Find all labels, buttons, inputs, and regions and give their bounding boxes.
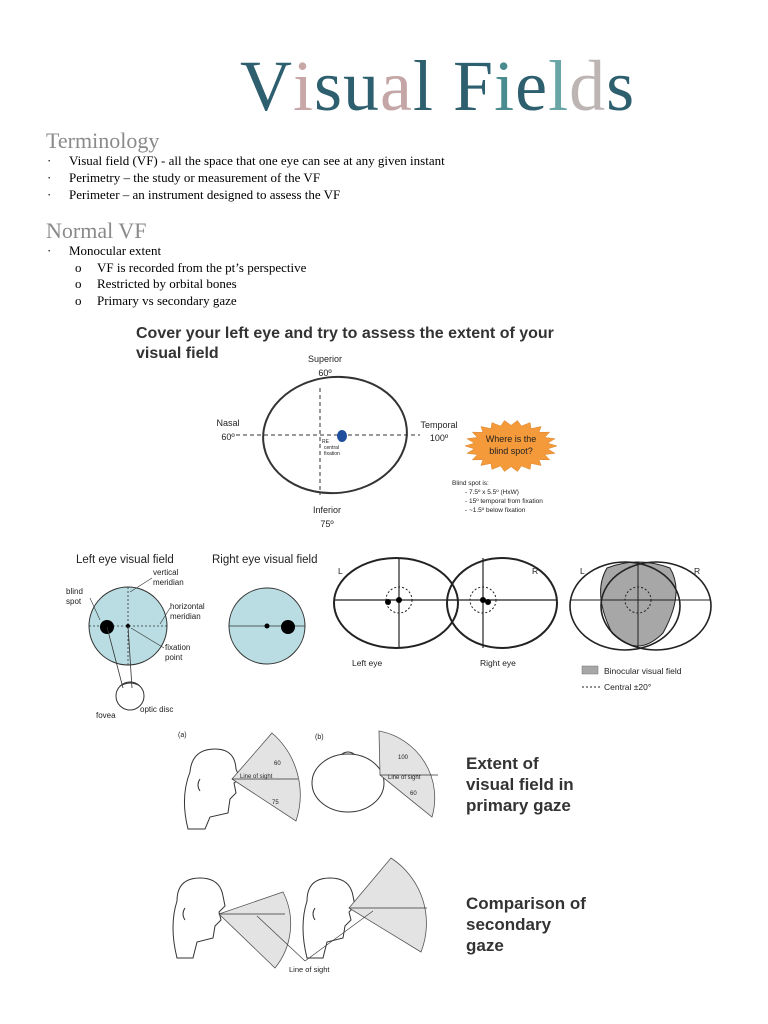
- fan-b-upper-value: 100: [398, 755, 409, 761]
- secondary-gaze-caption-line-2: secondary: [466, 915, 552, 934]
- nasal-label: Nasal: [216, 418, 240, 428]
- burst-text-line-2: blind spot?: [489, 446, 533, 456]
- title-letter: s: [314, 46, 344, 126]
- bullet-text: Monocular extent: [69, 243, 162, 258]
- visual-field-fan-b: [379, 731, 435, 817]
- bullet-text: Visual field (VF) - all the space that one eye can see at any given instant: [69, 153, 445, 168]
- right-eye-ellipse: [447, 558, 557, 648]
- normal-vf-sub-bullet-3: [75, 293, 237, 309]
- terminology-bullet-1: [47, 153, 445, 169]
- fan-b-line-of-sight: Line of sight: [388, 775, 421, 781]
- right-eye-blind-spot: [485, 599, 491, 605]
- spot-label: spot: [66, 597, 82, 606]
- terminology-bullet-2: [47, 170, 321, 186]
- burst-text-line-1: Where is the: [485, 434, 537, 444]
- center-label-fixation: fixation: [324, 451, 340, 457]
- blind-spot-note-1: - 7.5º x 5.5º (HxW): [465, 489, 519, 496]
- optic-disc-label: optic disc: [140, 705, 174, 714]
- terminology-bullet-3: [47, 187, 341, 203]
- left-marker-2: L: [580, 566, 585, 576]
- title-letter: u: [343, 46, 381, 126]
- figure-2-monocular-binocular-fields: [60, 548, 720, 726]
- title-letter: s: [606, 46, 636, 126]
- panel-a-label: (a): [178, 732, 187, 739]
- fan-a-upper-value: 60: [274, 761, 281, 767]
- terminology-heading: Terminology: [46, 128, 160, 153]
- bullet-marker: ·: [47, 243, 52, 258]
- blind-label: blind: [66, 587, 83, 596]
- bullet-text: Perimeter – an instrument designed to assess the VF: [69, 187, 341, 202]
- horizontal-label: horizontal: [170, 602, 205, 611]
- figure-3-primary-gaze: [170, 727, 450, 845]
- temporal-label: Temporal: [420, 420, 458, 430]
- blind-spot-note-title: Blind spot is:: [452, 480, 489, 487]
- normal-vf-sub-bullet-2: [75, 276, 237, 292]
- head-top-b: [312, 754, 384, 812]
- right-eye-caption: Right eye: [480, 658, 516, 668]
- primary-gaze-caption-line-1: Extent of: [466, 754, 539, 773]
- fan-a-line-of-sight: Line of sight: [240, 774, 273, 780]
- title-letter: a: [380, 46, 414, 126]
- sub-bullet-text: Restricted by orbital bones: [97, 276, 237, 291]
- fan-a-lower-value: 75: [272, 800, 279, 806]
- horizontal-meridian-label: meridian: [170, 612, 201, 621]
- inferior-value: 75º: [320, 519, 334, 529]
- bullet-marker: ·: [47, 170, 52, 185]
- superior-label: Superior: [307, 354, 343, 364]
- right-eye-field-title: Right eye visual field: [212, 554, 318, 566]
- right-blind-spot: [281, 620, 295, 634]
- fan-b-lower-value: 60: [410, 791, 417, 797]
- title-letter: l: [548, 46, 570, 126]
- nasal-value: 60º: [221, 432, 235, 442]
- left-eye-ellipse: [334, 558, 458, 648]
- figure-1-heading: Cover your left eye and try to assess the extent of your visual field: [136, 325, 554, 362]
- sub-bullet-marker: o: [75, 276, 82, 291]
- head-profile-a: [184, 749, 240, 829]
- superior-value: 60º: [318, 368, 332, 378]
- panel-b-label: (b): [315, 734, 324, 741]
- title-letter: i: [494, 46, 516, 126]
- figure-1-right-eye-field: [130, 350, 580, 535]
- sub-bullet-marker: o: [75, 260, 82, 275]
- right-marker-1: R: [532, 566, 539, 576]
- fovea-label: fovea: [96, 711, 116, 720]
- blind-spot-note-3: - ~1.5º below fixation: [465, 507, 526, 514]
- vertical-meridian-label: meridian: [153, 578, 184, 587]
- left-eye-blind-spot: [385, 599, 391, 605]
- visual-field-fan-down: [219, 892, 291, 968]
- sub-bullet-text: Primary vs secondary gaze: [97, 293, 237, 308]
- title-letter: i: [293, 46, 315, 126]
- sub-bullet-text: VF is recorded from the pt’s perspective: [97, 260, 307, 275]
- normal-vf-heading: Normal VF: [46, 218, 147, 243]
- center-label-re: RE: [322, 439, 329, 445]
- title-letter: V: [240, 46, 293, 126]
- legend-binocular-label: Binocular visual field: [604, 666, 682, 676]
- primary-gaze-caption-line-2: visual field in: [466, 775, 574, 794]
- left-eye-fixation: [396, 597, 402, 603]
- secondary-gaze-caption-line-3: gaze: [466, 936, 504, 955]
- temporal-value: 100º: [429, 433, 449, 443]
- bullet-text: Perimetry – the study or measurement of the VF: [69, 170, 321, 185]
- figure-4-secondary-gaze: [165, 856, 450, 978]
- bullet-marker: ·: [47, 153, 52, 168]
- left-eye-field-title: Left eye visual field: [76, 554, 174, 566]
- left-eye-caption: Left eye: [352, 658, 383, 668]
- fixation-label: fixation: [165, 643, 191, 652]
- title-letter: [434, 46, 453, 126]
- normal-vf-bullet: [47, 243, 162, 259]
- inferior-label: Inferior: [312, 505, 342, 515]
- sub-bullet-marker: o: [75, 293, 82, 308]
- primary-gaze-caption-line-3: primary gaze: [466, 796, 571, 815]
- line-of-sight-label: Line of sight: [289, 965, 330, 974]
- right-marker-2: R: [694, 566, 701, 576]
- normal-vf-sub-bullet-1: [75, 260, 307, 276]
- title-letter: e: [515, 46, 549, 126]
- secondary-gaze-caption: [466, 893, 586, 956]
- center-label-central: central: [324, 445, 340, 451]
- page-title: [240, 46, 635, 126]
- legend-central-label: Central ±20°: [604, 682, 652, 692]
- title-letter: l: [413, 46, 435, 126]
- title-letter: F: [453, 46, 495, 126]
- blind-spot-marker: [337, 430, 347, 442]
- right-fixation-point: [265, 624, 270, 629]
- head-profile-down: [173, 878, 225, 958]
- visual-field-fan-up: [349, 858, 426, 952]
- bullet-marker: ·: [47, 187, 52, 202]
- secondary-gaze-caption-line-1: Comparison of: [466, 894, 586, 913]
- blind-spot-note-2: - 15º temporal from fixation: [465, 498, 543, 505]
- title-letter: d: [569, 46, 607, 126]
- primary-gaze-caption: [466, 753, 574, 816]
- vertical-label: vertical: [153, 568, 179, 577]
- point-label: point: [165, 653, 183, 662]
- left-marker-1: L: [338, 566, 343, 576]
- legend-binocular-swatch: [582, 666, 598, 674]
- head-profile-up: [303, 878, 355, 958]
